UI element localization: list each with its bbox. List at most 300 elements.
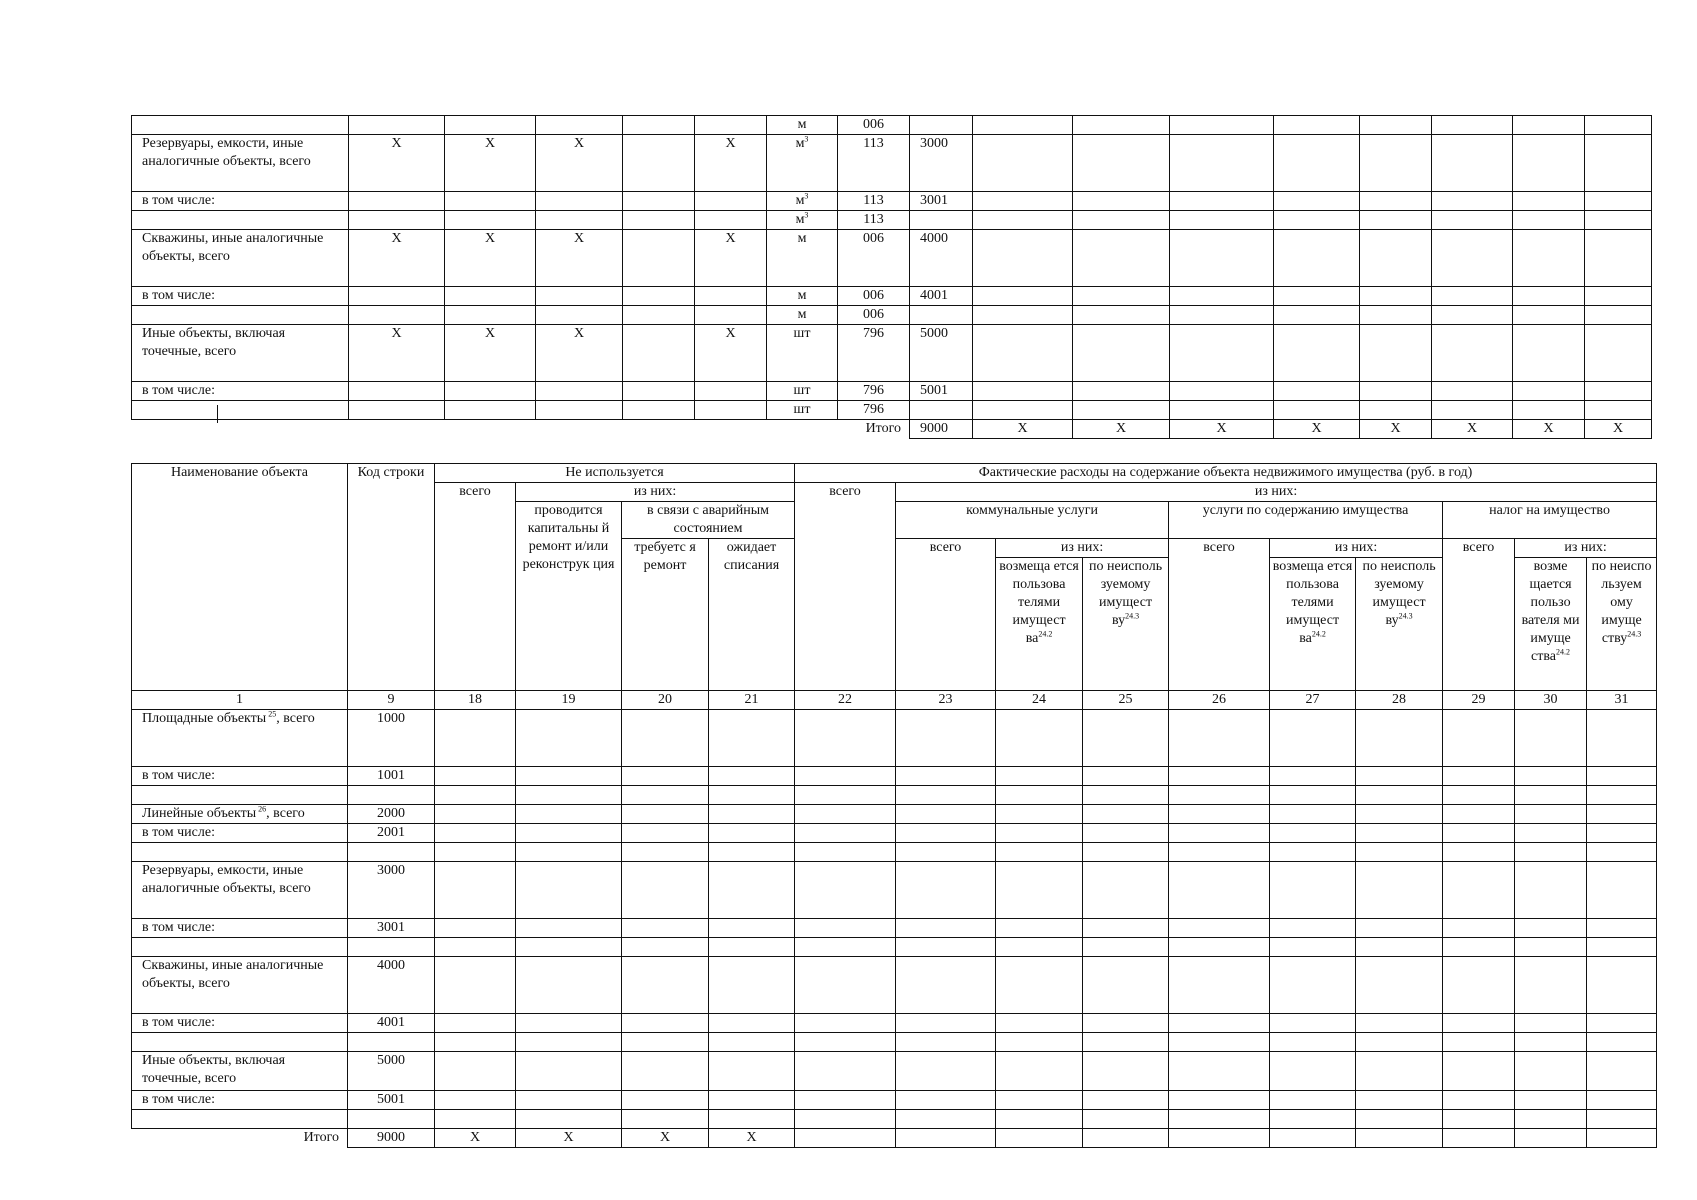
mark-cell: X	[349, 230, 445, 287]
object-name-cell	[132, 938, 348, 957]
column-number: 23	[896, 691, 996, 710]
value-cell	[1513, 192, 1585, 211]
value-cell	[896, 1033, 996, 1052]
table-row	[132, 325, 1652, 382]
value-cell	[896, 919, 996, 938]
mark-cell	[623, 306, 695, 325]
value-cell	[1513, 306, 1585, 325]
total-mark: X	[435, 1129, 516, 1148]
value-cell	[1515, 786, 1587, 805]
value-cell	[973, 382, 1073, 401]
value-cell	[795, 1033, 896, 1052]
value-cell	[622, 957, 709, 1014]
value-cell	[973, 325, 1073, 382]
row-code-cell: 1000	[348, 710, 435, 767]
table-row	[132, 786, 1657, 805]
column-number: 1	[132, 691, 348, 710]
value-cell	[1515, 938, 1587, 957]
value-cell	[1513, 230, 1585, 287]
value-cell	[1587, 824, 1657, 843]
okei-code-cell: 113	[838, 135, 910, 192]
value-cell	[1083, 1110, 1169, 1129]
top-table-body	[132, 116, 1652, 439]
value-cell	[516, 938, 622, 957]
value-cell	[1356, 957, 1443, 1014]
mark-cell	[695, 401, 767, 420]
value-cell	[435, 805, 516, 824]
value-cell	[1443, 957, 1515, 1014]
object-name-cell	[132, 401, 349, 420]
value-cell	[1432, 287, 1513, 306]
value-cell	[1169, 957, 1270, 1014]
mark-cell	[536, 192, 623, 211]
total-mark: X	[1513, 420, 1585, 439]
value-cell	[1169, 862, 1270, 919]
value-cell	[1356, 862, 1443, 919]
mark-cell	[445, 287, 536, 306]
table-row	[132, 862, 1657, 919]
table-row	[132, 710, 1657, 767]
value-cell	[1585, 192, 1652, 211]
mark-cell	[445, 116, 536, 135]
value-cell	[1587, 957, 1657, 1014]
header-costs-total: всего	[795, 483, 896, 691]
value-cell	[1587, 1091, 1657, 1110]
value-cell	[973, 135, 1073, 192]
value-cell	[1270, 805, 1356, 824]
object-name-cell: в том числе:	[132, 192, 349, 211]
value-cell	[1169, 843, 1270, 862]
value-cell	[1073, 382, 1170, 401]
value-cell	[1513, 382, 1585, 401]
value-cell	[435, 767, 516, 786]
value-cell	[1274, 401, 1360, 420]
mark-cell	[695, 116, 767, 135]
value-cell	[996, 843, 1083, 862]
value-cell	[1443, 710, 1515, 767]
unit-cell: м	[767, 116, 838, 135]
value-cell	[996, 1110, 1083, 1129]
value-cell	[1170, 287, 1274, 306]
object-name-cell: Площадные объекты $^{25}$, всего	[132, 710, 348, 767]
value-cell	[1170, 116, 1274, 135]
value-cell	[1443, 1052, 1515, 1091]
header-emergency: в связи с аварийным состоянием	[622, 502, 795, 539]
value-cell	[1443, 1110, 1515, 1129]
value-cell	[1083, 786, 1169, 805]
row-code-cell	[910, 401, 973, 420]
value-cell	[622, 1110, 709, 1129]
total-mark: X	[1432, 420, 1513, 439]
value-cell	[795, 957, 896, 1014]
value-cell	[1169, 1014, 1270, 1033]
value-cell	[795, 843, 896, 862]
value-cell	[973, 116, 1073, 135]
value-cell	[996, 710, 1083, 767]
value-cell	[1270, 1033, 1356, 1052]
value-cell	[795, 710, 896, 767]
mark-cell	[695, 211, 767, 230]
value-cell	[795, 1052, 896, 1091]
row-code-cell	[910, 306, 973, 325]
value-cell	[1443, 786, 1515, 805]
value-cell	[1432, 382, 1513, 401]
value-cell	[1432, 230, 1513, 287]
object-name-cell	[132, 1110, 348, 1129]
value-cell	[795, 862, 896, 919]
column-number: 30	[1515, 691, 1587, 710]
table-row	[132, 306, 1652, 325]
value-cell	[1513, 116, 1585, 135]
unit-cell: $м^3$	[767, 135, 838, 192]
value-cell	[1270, 710, 1356, 767]
row-code-cell: 4000	[910, 230, 973, 287]
value-cell	[1443, 767, 1515, 786]
table-row	[132, 824, 1657, 843]
value-cell	[896, 1091, 996, 1110]
header-util-of: из них:	[996, 539, 1169, 558]
value-cell	[1356, 710, 1443, 767]
total-mark: X	[709, 1129, 795, 1148]
value-cell	[1274, 116, 1360, 135]
value-cell	[1360, 306, 1432, 325]
value-cell	[1356, 1014, 1443, 1033]
value-cell	[996, 919, 1083, 938]
value-cell	[1587, 1110, 1657, 1129]
table-row	[132, 938, 1657, 957]
mark-cell	[695, 382, 767, 401]
value-cell	[1585, 401, 1652, 420]
value-cell	[1356, 1091, 1443, 1110]
row-code-cell	[910, 116, 973, 135]
value-cell	[1356, 767, 1443, 786]
object-name-cell: в том числе:	[132, 382, 349, 401]
value-cell	[1169, 938, 1270, 957]
value-cell	[795, 786, 896, 805]
value-cell	[1083, 862, 1169, 919]
value-cell	[1432, 192, 1513, 211]
value-cell	[795, 1091, 896, 1110]
value-cell	[973, 211, 1073, 230]
row-code-cell: 5001	[348, 1091, 435, 1110]
value-cell	[1083, 767, 1169, 786]
value-cell	[1356, 1110, 1443, 1129]
row-code-cell: 5000	[348, 1052, 435, 1091]
value-cell	[1587, 1129, 1657, 1148]
table-row	[132, 382, 1652, 401]
mark-cell	[536, 382, 623, 401]
value-cell	[709, 938, 795, 957]
value-cell	[1360, 135, 1432, 192]
value-cell	[709, 862, 795, 919]
object-name-cell: Скважины, иные аналогичные объекты, всего	[132, 230, 349, 287]
value-cell	[516, 1033, 622, 1052]
value-cell	[516, 824, 622, 843]
mark-cell	[536, 401, 623, 420]
value-cell	[1083, 1014, 1169, 1033]
table-row	[132, 135, 1652, 192]
table-row	[132, 805, 1657, 824]
column-number: 29	[1443, 691, 1515, 710]
value-cell	[1360, 230, 1432, 287]
value-cell	[1515, 862, 1587, 919]
value-cell	[1170, 325, 1274, 382]
okei-code-cell: 796	[838, 325, 910, 382]
value-cell	[435, 843, 516, 862]
value-cell	[1515, 1014, 1587, 1033]
header-util-reimb: возмеща ется пользова телями имущест $ва^{24.2}$	[996, 558, 1083, 691]
value-cell	[1083, 805, 1169, 824]
value-cell	[1270, 919, 1356, 938]
value-cell	[973, 230, 1073, 287]
mark-cell	[623, 135, 695, 192]
value-cell	[1443, 938, 1515, 957]
value-cell	[1169, 786, 1270, 805]
object-name-cell: Иные объекты, включая точечные, всего	[132, 1052, 348, 1091]
header-not-used-of: из них:	[516, 483, 795, 502]
total-mark: X	[1170, 420, 1274, 439]
value-cell	[622, 938, 709, 957]
value-cell	[1443, 919, 1515, 938]
value-cell	[1585, 306, 1652, 325]
value-cell	[996, 957, 1083, 1014]
value-cell	[1274, 287, 1360, 306]
mark-cell	[623, 230, 695, 287]
table-row	[132, 1110, 1657, 1129]
row-code-cell: 4001	[348, 1014, 435, 1033]
value-cell	[896, 1052, 996, 1091]
mark-cell	[445, 306, 536, 325]
value-cell	[1274, 382, 1360, 401]
header-code: Код строки	[348, 464, 435, 691]
header-tax-unused: по неиспо льзуем ому имуще ству$^{24.3}$	[1587, 558, 1657, 691]
okei-code-cell: 006	[838, 287, 910, 306]
value-cell	[996, 767, 1083, 786]
value-cell	[1587, 862, 1657, 919]
value-cell	[795, 1110, 896, 1129]
value-cell	[1083, 710, 1169, 767]
value-cell	[709, 1014, 795, 1033]
value-cell	[709, 1033, 795, 1052]
header-maint-of: из них:	[1270, 539, 1443, 558]
mark-cell	[623, 325, 695, 382]
value-cell	[1432, 211, 1513, 230]
column-number: 19	[516, 691, 622, 710]
value-cell	[1073, 230, 1170, 287]
value-cell	[1360, 192, 1432, 211]
value-cell	[1515, 1091, 1587, 1110]
value-cell	[1083, 919, 1169, 938]
mark-cell: X	[536, 135, 623, 192]
object-name-cell: Резервуары, емкости, иные аналогичные объекты, всего	[132, 135, 349, 192]
row-code-cell: 3001	[910, 192, 973, 211]
total-mark: X	[1274, 420, 1360, 439]
value-cell	[1170, 211, 1274, 230]
okei-code-cell: 006	[838, 116, 910, 135]
value-cell	[973, 401, 1073, 420]
header-awaits-writeoff: ожидает списания	[709, 539, 795, 691]
value-cell	[795, 805, 896, 824]
value-cell	[1356, 843, 1443, 862]
unit-cell: шт	[767, 325, 838, 382]
mark-cell	[623, 116, 695, 135]
value-cell	[516, 767, 622, 786]
value-cell	[622, 1052, 709, 1091]
value-cell	[516, 1110, 622, 1129]
value-cell	[709, 1091, 795, 1110]
value-cell	[516, 843, 622, 862]
value-cell	[896, 767, 996, 786]
mark-cell	[445, 382, 536, 401]
value-cell	[1169, 1091, 1270, 1110]
value-cell	[1443, 1033, 1515, 1052]
value-cell	[709, 710, 795, 767]
value-cell	[1169, 1110, 1270, 1129]
value-cell	[709, 786, 795, 805]
mark-cell	[349, 306, 445, 325]
value-cell	[1170, 306, 1274, 325]
value-cell	[622, 824, 709, 843]
value-cell	[1073, 401, 1170, 420]
total-mark: X	[622, 1129, 709, 1148]
value-cell	[1270, 957, 1356, 1014]
row-code-cell: 2001	[348, 824, 435, 843]
value-cell	[1083, 1129, 1169, 1148]
value-cell	[1169, 805, 1270, 824]
total-label: Итого	[132, 420, 910, 439]
value-cell	[1587, 1014, 1657, 1033]
value-cell	[622, 1014, 709, 1033]
mark-cell	[623, 382, 695, 401]
mark-cell	[695, 287, 767, 306]
value-cell	[896, 1129, 996, 1148]
value-cell	[622, 862, 709, 919]
value-cell	[435, 957, 516, 1014]
value-cell	[1356, 824, 1443, 843]
mark-cell	[695, 306, 767, 325]
value-cell	[435, 862, 516, 919]
header-costs-of: из них:	[896, 483, 1657, 502]
value-cell	[1169, 919, 1270, 938]
value-cell	[1170, 401, 1274, 420]
table-row	[132, 287, 1652, 306]
object-name-cell: в том числе:	[132, 919, 348, 938]
row-code-cell: 3001	[348, 919, 435, 938]
value-cell	[1274, 192, 1360, 211]
value-cell	[622, 710, 709, 767]
value-cell	[896, 938, 996, 957]
total-row	[132, 420, 1652, 439]
object-name-cell	[132, 211, 349, 230]
value-cell	[1515, 824, 1587, 843]
value-cell	[709, 767, 795, 786]
value-cell	[996, 1091, 1083, 1110]
value-cell	[709, 805, 795, 824]
value-cell	[1585, 116, 1652, 135]
column-number: 9	[348, 691, 435, 710]
value-cell	[996, 862, 1083, 919]
mark-cell	[695, 192, 767, 211]
value-cell	[1515, 710, 1587, 767]
mark-cell	[349, 192, 445, 211]
value-cell	[1515, 843, 1587, 862]
mark-cell: X	[536, 325, 623, 382]
value-cell	[1432, 116, 1513, 135]
value-cell	[435, 1091, 516, 1110]
value-cell	[516, 1052, 622, 1091]
value-cell	[1356, 1129, 1443, 1148]
value-cell	[1513, 401, 1585, 420]
object-name-cell: Иные объекты, включая точечные, всего	[132, 325, 349, 382]
value-cell	[709, 843, 795, 862]
value-cell	[516, 1014, 622, 1033]
okei-code-cell: 796	[838, 401, 910, 420]
value-cell	[1587, 919, 1657, 938]
value-cell	[516, 710, 622, 767]
unit-cell: шт	[767, 382, 838, 401]
mark-cell: X	[695, 230, 767, 287]
row-code-cell: 4001	[910, 287, 973, 306]
value-cell	[1073, 306, 1170, 325]
bottom-table-body	[132, 710, 1657, 1148]
row-code-cell	[348, 1110, 435, 1129]
value-cell	[1513, 211, 1585, 230]
value-cell	[795, 1014, 896, 1033]
table-row	[132, 192, 1652, 211]
header-tax-total: всего	[1443, 539, 1515, 691]
value-cell	[622, 1091, 709, 1110]
value-cell	[1356, 805, 1443, 824]
mark-cell: X	[349, 135, 445, 192]
value-cell	[1170, 230, 1274, 287]
object-name-cell	[132, 786, 348, 805]
value-cell	[795, 938, 896, 957]
table-row	[132, 401, 1652, 420]
mark-cell	[623, 211, 695, 230]
value-cell	[1515, 1033, 1587, 1052]
value-cell	[1270, 824, 1356, 843]
column-number: 24	[996, 691, 1083, 710]
value-cell	[1270, 1129, 1356, 1148]
value-cell	[622, 843, 709, 862]
value-cell	[1432, 401, 1513, 420]
value-cell	[1169, 1033, 1270, 1052]
value-cell	[1587, 710, 1657, 767]
value-cell	[709, 824, 795, 843]
row-code-cell: 5000	[910, 325, 973, 382]
value-cell	[1360, 382, 1432, 401]
value-cell	[1274, 325, 1360, 382]
header-maint-reimb: возмеща ется пользова телями имущест $ва^{24.2}$	[1270, 558, 1356, 691]
value-cell	[709, 957, 795, 1014]
table-row	[132, 1091, 1657, 1110]
okei-code-cell: 113	[838, 192, 910, 211]
value-cell	[1073, 192, 1170, 211]
row-code-cell	[348, 938, 435, 957]
object-name-cell	[132, 843, 348, 862]
total-code: 9000	[348, 1129, 435, 1148]
value-cell	[1515, 1129, 1587, 1148]
mark-cell	[623, 401, 695, 420]
column-number: 22	[795, 691, 896, 710]
value-cell	[1274, 135, 1360, 192]
row-code-cell	[348, 786, 435, 805]
value-cell	[996, 805, 1083, 824]
column-number: 28	[1356, 691, 1443, 710]
value-cell	[1587, 843, 1657, 862]
object-name-cell	[132, 116, 349, 135]
value-cell	[1083, 1033, 1169, 1052]
